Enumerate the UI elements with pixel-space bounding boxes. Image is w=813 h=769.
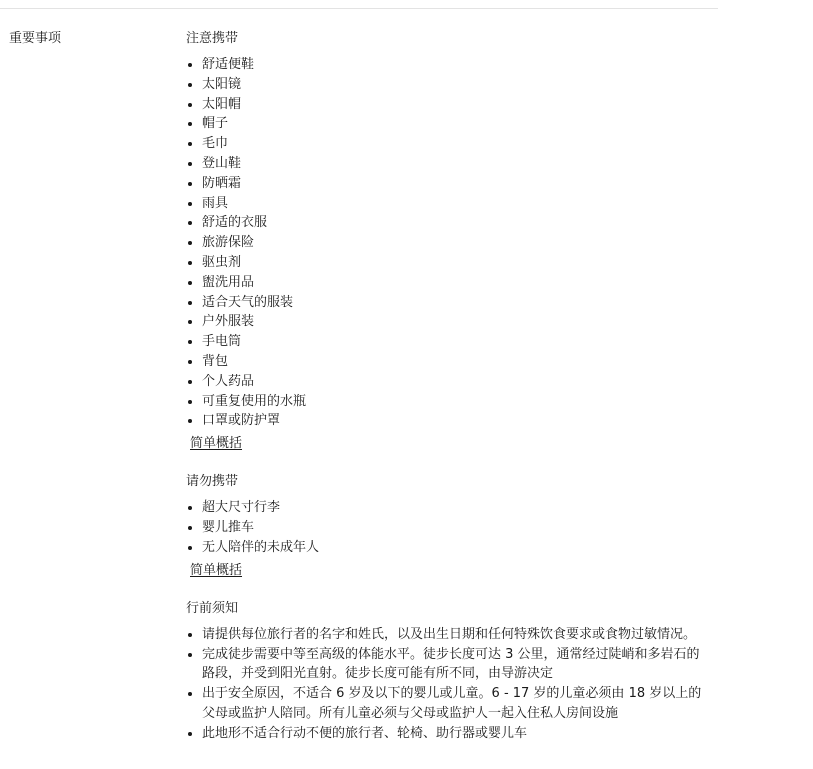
section-label: 重要事项	[9, 31, 62, 46]
list-item: 毛巾	[186, 134, 716, 154]
list-item: 出于安全原因，不适合 6 岁及以下的婴儿或儿童。6 - 17 岁的儿童必须由 18 岁以上的父母或监护人陪同。所有儿童必须与父母或监护人一起入住私人房间设施	[186, 684, 716, 723]
list-item: 超大尺寸行李	[186, 498, 716, 518]
list-item: 户外服装	[186, 312, 716, 332]
list-item: 完成徒步需要中等至高级的体能水平。徒步长度可达 3 公里，通常经过陡峭和多岩石的路段，并受到阳光直射。徒步长度可能有所不同，由导游决定	[186, 645, 716, 684]
before-you-go-title: 行前须知	[186, 600, 239, 616]
dont-bring-summary-link[interactable]: 简单概括	[190, 562, 243, 578]
list-item: 无人陪伴的未成年人	[186, 538, 716, 558]
list-item: 防晒霜	[186, 174, 716, 194]
dont-bring-title: 请勿携带	[186, 474, 239, 490]
list-item: 手电筒	[186, 332, 716, 352]
list-item: 适合天气的服装	[186, 293, 716, 313]
before-you-go-list	[186, 625, 716, 744]
dont-bring-list	[186, 498, 716, 557]
list-item: 舒适便鞋	[186, 55, 716, 75]
list-item: 盥洗用品	[186, 273, 716, 293]
bring-group	[186, 30, 716, 453]
list-item: 舒适的衣服	[186, 213, 716, 233]
important-info-content	[186, 30, 716, 763]
list-item: 旅游保险	[186, 233, 716, 253]
list-item: 驱虫剂	[186, 253, 716, 273]
list-item: 太阳帽	[186, 95, 716, 115]
bring-list	[186, 55, 716, 431]
list-item: 请提供每位旅行者的名字和姓氏，以及出生日期和任何特殊饮食要求或食物过敏情况。	[186, 625, 716, 645]
list-item: 此地形不适合行动不便的旅行者、轮椅、助行器或婴儿车	[186, 724, 716, 744]
dont-bring-group	[186, 473, 716, 579]
list-item: 婴儿推车	[186, 518, 716, 538]
list-item: 雨具	[186, 194, 716, 214]
list-item: 帽子	[186, 114, 716, 134]
before-you-go-group	[186, 600, 716, 744]
list-item: 背包	[186, 352, 716, 372]
list-item: 口罩或防护罩	[186, 411, 716, 431]
list-item: 可重复使用的水瓶	[186, 392, 716, 412]
bring-title: 注意携带	[186, 31, 239, 46]
top-divider	[0, 8, 718, 9]
list-item: 登山鞋	[186, 154, 716, 174]
list-item: 太阳镜	[186, 75, 716, 95]
list-item: 个人药品	[186, 372, 716, 392]
bring-summary-link[interactable]: 简单概括	[190, 436, 243, 452]
